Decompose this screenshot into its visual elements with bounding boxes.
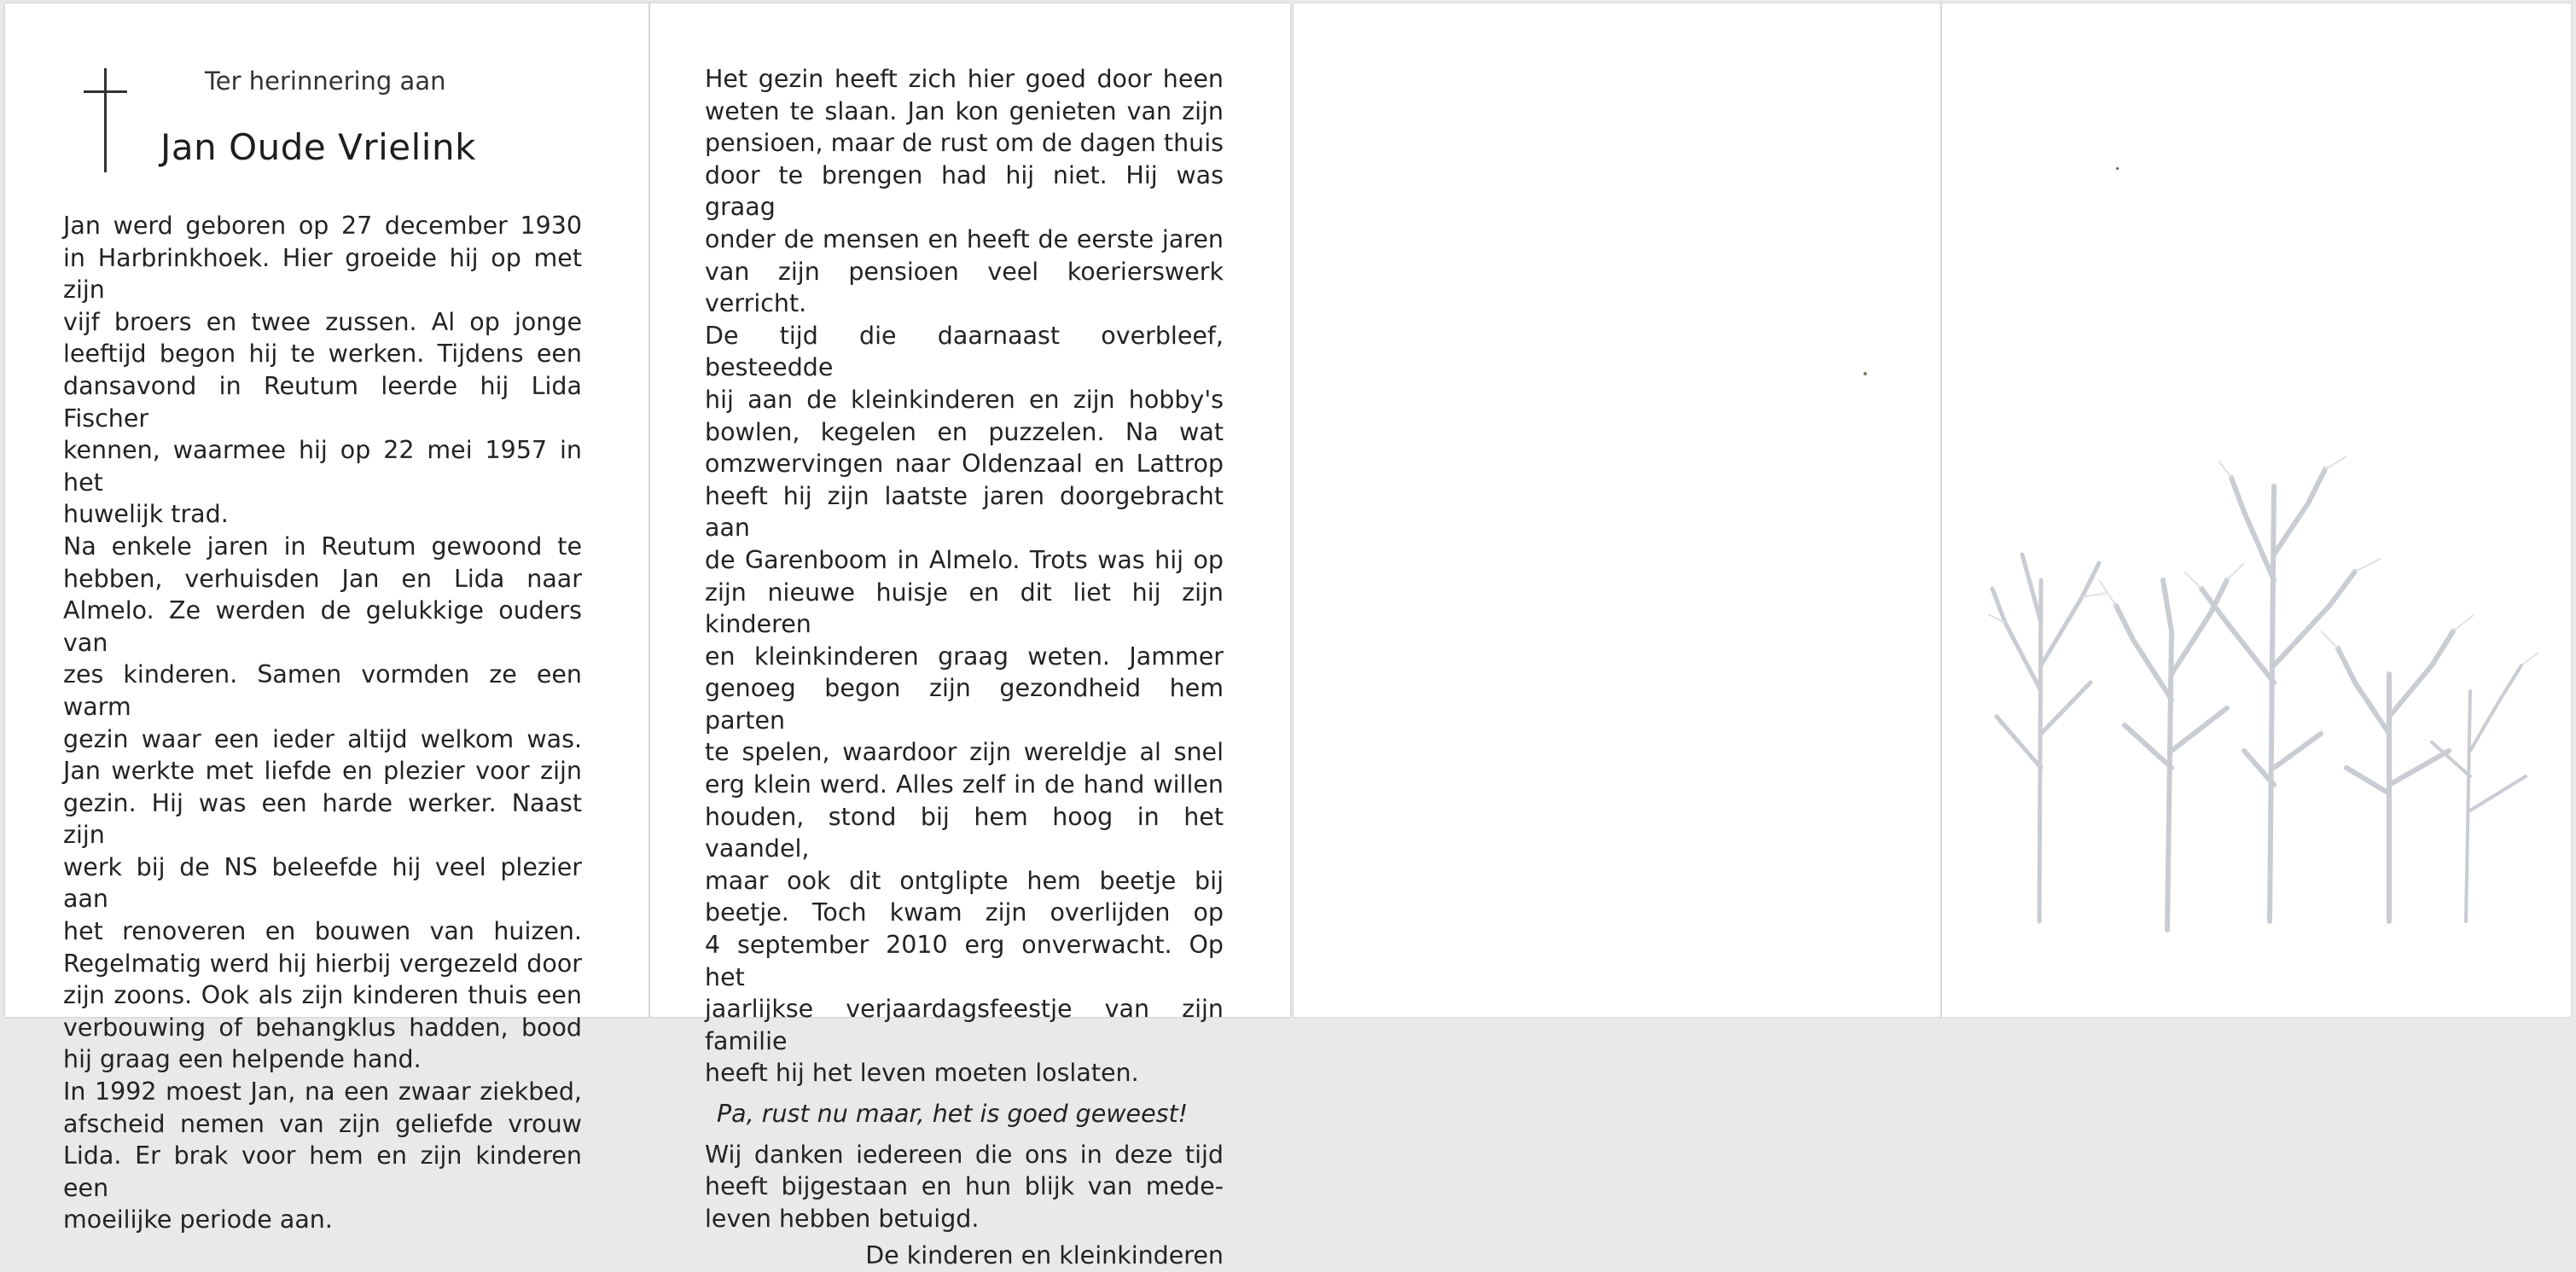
text-line: het renoveren en bouwen van huizen.: [63, 917, 582, 946]
text-line: beetje. Toch kwam zijn overlijden op: [705, 898, 1224, 927]
intro-text: Ter herinnering aan: [205, 67, 446, 96]
text-line: dansavond in Reutum leerde hij Lida Fischer: [63, 371, 582, 433]
text-line: kennen, waarmee hij op 22 mei 1957 in het: [63, 436, 582, 497]
text-line: heeft hij het leven moeten loslaten.: [705, 1059, 1139, 1088]
text-line: in Harbrinkhoek. Hier groeide hij op met zijn: [63, 243, 582, 305]
text-line: weten te slaan. Jan kon genieten van zijn: [705, 96, 1224, 125]
winter-trees-illustration: [1988, 409, 2543, 938]
text-line: de Garenboom in Almelo. Trots was hij op: [705, 545, 1224, 574]
text-line: heeft hij zijn laatste jaren doorgebracht aan: [705, 481, 1224, 543]
paragraph: [63, 210, 582, 531]
text-line: bowlen, kegelen en puzzelen. Na wat: [705, 417, 1224, 446]
text-line: afscheid nemen van zijn geliefde vrouw: [63, 1109, 582, 1138]
biography-right-column: [705, 63, 1224, 1272]
text-line: hebben, verhuisden Jan en Lida naar: [63, 564, 582, 593]
text-line: In 1992 moest Jan, na een zwaar ziekbed,: [63, 1077, 582, 1106]
text-line: Na enkele jaren in Reutum gewoond te: [63, 531, 582, 560]
thanks-paragraph: [705, 1139, 1224, 1235]
farewell-quote: Pa, rust nu maar, het is goed geweest!: [717, 1100, 1189, 1128]
text-line: pensioen, maar de rust om de dagen thuis: [705, 129, 1224, 158]
text-line: Regelmatig werd hij hierbij vergezeld door: [63, 949, 582, 978]
text-line: zes kinderen. Samen vormden ze een warm: [63, 660, 582, 721]
text-line: te spelen, waardoor zijn wereldje al snel: [705, 738, 1224, 767]
text-line: jaarlijkse verjaardagsfeestje van zijn familie: [705, 995, 1224, 1055]
text-line: leeftijd begon hij te werken. Tijdens een: [63, 340, 582, 369]
text-line: omzwervingen naar Oldenzaal en Lattrop: [705, 450, 1224, 479]
text-line: De tijd die daarnaast overbleef, besteedde: [705, 321, 1224, 382]
text-line: Jan werkte met liefde en plezier voor zijn: [63, 757, 582, 786]
text-line: 4 september 2010 erg onverwacht. Op het: [705, 931, 1224, 991]
text-line: huwelijk trad.: [63, 500, 229, 529]
fold-line-left: [648, 3, 650, 1017]
deceased-name: Jan Oude Vrielink: [160, 126, 476, 168]
text-line: gezin. Hij was een harde werker. Naast zijn: [63, 788, 582, 850]
text-line: heeft bijgestaan en hun blijk van mede-: [705, 1172, 1224, 1201]
text-line: genoeg begon zijn gezondheid hem parten: [705, 674, 1224, 735]
speck-dot: [1864, 372, 1867, 375]
text-line: zijn nieuwe huisje en dit liet hij zijn kinderen: [705, 578, 1224, 639]
signature: De kinderen en kleinkinderen: [865, 1241, 1224, 1270]
paragraph: [63, 1076, 582, 1236]
text-line: hij graag een helpende hand.: [63, 1045, 422, 1074]
text-line: Jan werd geboren op 27 december 1930: [63, 212, 582, 240]
text-line: van zijn pensioen veel koerierswerk verricht.: [705, 257, 1224, 318]
text-line: hij aan de kleinkinderen en zijn hobby's: [705, 385, 1224, 414]
paragraph: [63, 531, 582, 1076]
text-line: vijf broers en twee zussen. Al op jonge: [63, 307, 582, 336]
fold-line-right: [1940, 3, 1942, 1017]
text-line: Almelo. Ze werden de gelukkige ouders van: [63, 596, 582, 657]
biography-left-column: [63, 210, 582, 1236]
text-line: erg klein werd. Alles zelf in de hand willen: [705, 770, 1224, 799]
text-line: moeilijke periode aan.: [63, 1205, 333, 1234]
text-line: verbouwing of behangklus hadden, bood: [63, 1013, 582, 1042]
text-line: en kleinkinderen graag weten. Jammer: [705, 642, 1224, 671]
text-line: leven hebben betuigd.: [705, 1204, 980, 1233]
speck-dot: [2116, 167, 2119, 170]
text-line: onder de mensen en heeft de eerste jaren: [705, 224, 1224, 253]
text-line: maar ook dit ontglipte hem beetje bij: [705, 866, 1224, 895]
text-line: Het gezin heeft zich hier goed door heen: [705, 65, 1224, 93]
text-line: door te brengen had hij niet. Hij was graag: [705, 160, 1224, 222]
text-line: Lida. Er brak voor hem en zijn kinderen een: [63, 1141, 582, 1202]
text-line: gezin waar een ieder altijd welkom was.: [63, 724, 582, 753]
text-line: Wij danken iedereen die ons in deze tijd: [705, 1140, 1224, 1169]
text-line: houden, stond bij hem hoog in het vaandel,: [705, 802, 1224, 863]
text-line: zijn zoons. Ook als zijn kinderen thuis een: [63, 981, 582, 1010]
text-line: werk bij de NS beleefde hij veel plezier aan: [63, 852, 582, 914]
